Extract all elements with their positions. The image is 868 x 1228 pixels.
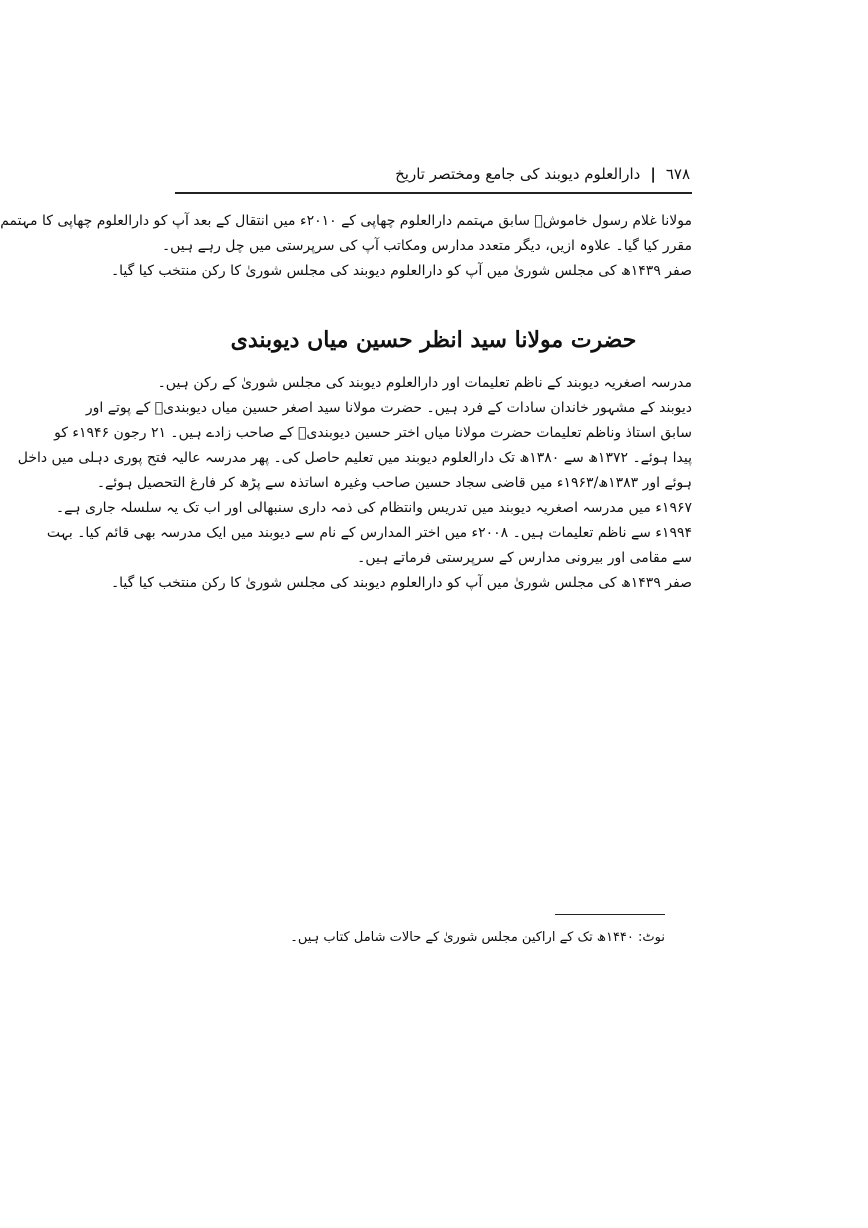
paragraph-line: پیدا ہوئے۔ ۱۳۷۲ھ سے ۱۳۸۰ھ تک دارالعلوم دیوبند میں تعلیم حاصل کی۔ پھر مدرسہ عالیہ فتح پوری دہلی میں داخل (17, 450, 692, 466)
paragraph-line: دیوبند کے مشہور خاندان سادات کے فرد ہیں۔ حضرت مولانا سید اصغر حسین میاں دیوبندیؒ کے پوتے اور (85, 400, 692, 416)
paragraph-line: سے مقامی اور بیرونی مدارس کے سرپرستی فرماتے ہیں۔ (357, 550, 692, 566)
paragraph-line: ۱۹۹۴ء سے ناظم تعلیمات ہیں۔ ۲۰۰۸ء میں اختر المدارس کے نام سے دیوبند میں ایک مدرسہ بھی قائم کیا۔ بہت (46, 525, 692, 541)
running-header (300, 160, 690, 188)
paragraph-line: صفر ۱۴۳۹ھ کی مجلس شوریٰ میں آپ کو دارالعلوم دیوبند کی مجلس شوریٰ کا رکن منتخب کیا گیا۔ (110, 263, 692, 279)
paragraph-line: صفر ۱۴۳۹ھ کی مجلس شوریٰ میں آپ کو دارالعلوم دیوبند کی مجلس شوریٰ کا رکن منتخب کیا گیا۔ (110, 575, 692, 591)
section-biography (17, 372, 692, 597)
footnote: نوٹ: ۱۴۴۰ھ تک کے اراکین مجلس شوریٰ کے حالات شامل کتاب ہیں۔ (290, 930, 665, 945)
paragraph-line: مدرسہ اصغریہ دیوبند کے ناظم تعلیمات اور دارالعلوم دیوبند کی مجلس شوریٰ کے رکن ہیں۔ (157, 375, 692, 391)
paragraph-line: ہوئے اور ۱۳۸۳ھ/۱۹۶۳ء میں قاضی سجاد حسین صاحب وغیرہ اساتذہ سے پڑھ کر فارغ التحصیل ہوئے۔ (96, 475, 692, 491)
section-heading: حضرت مولانا سید انظر حسین میاں دیوبندی (230, 327, 637, 353)
page-number: ٦٧٨ (665, 165, 690, 183)
paragraph-line: مولانا غلام رسول خاموشؒ سابق مہتمم دارالعلوم چھاپی کے ۲۰۱۰ء میں انتقال کے بعد آپ کو دارالعلوم چھاپی کا مہتمم (0, 213, 692, 229)
header-rule (175, 192, 692, 194)
paragraph-line: مقرر کیا گیا۔ علاوہ ازیں، دیگر متعدد مدارس ومکاتب آپ کی سرپرستی میں چل رہے ہیں۔ (161, 238, 692, 254)
paragraph-line: ۱۹۶۷ء میں مدرسہ اصغریہ دیوبند میں تدریس وانتظام کی ذمہ داری سنبھالی اور اب تک یہ سلسلہ جاری ہے۔ (55, 500, 692, 516)
section-previous-member (0, 210, 692, 285)
book-title: دارالعلوم دیوبند کی جامع ومختصر تاریخ (395, 165, 641, 183)
header-separator: | (650, 165, 656, 183)
paragraph-line: سابق استاذ وناظم تعلیمات حضرت مولانا میاں اختر حسین دیوبندیؒ کے صاحب زادے ہیں۔ ۲۱ رجون ۱۹۴۶ء کو (54, 425, 692, 441)
footnote-rule (555, 914, 665, 915)
